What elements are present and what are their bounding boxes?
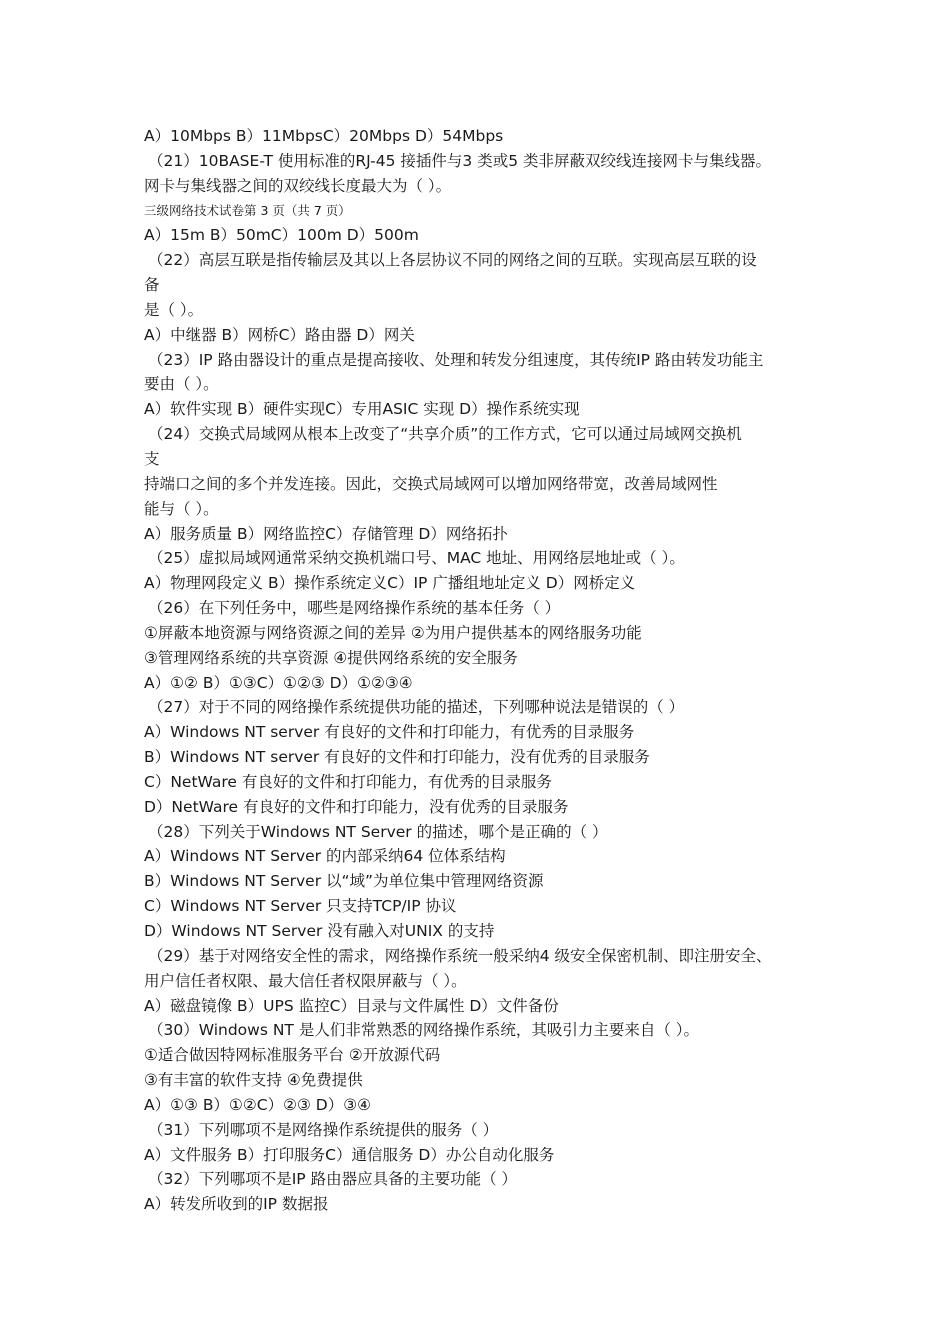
question-line: （25）虚拟局域网通常采纳交换机端口号、MAC 地址、用网络层地址或（ ）。 bbox=[148, 549, 685, 568]
text-line: 备 bbox=[144, 276, 160, 295]
text-line: A）10Mbps B）11MbpsC）20Mbps D）54Mbps bbox=[144, 127, 504, 145]
text-line: A）①② B）①③C）①②③ D）①②③④ bbox=[144, 673, 413, 692]
text-line: C）NetWare 有良好的文件和打印能力，有优秀的目录服务 bbox=[144, 772, 552, 791]
text-line: A）Windows NT server 有良好的文件和打印能力，有优秀的目录服务 bbox=[144, 723, 635, 742]
text-line: ③管理网络系统的共享资源 ④提供网络系统的安全服务 bbox=[144, 648, 518, 667]
text-line: D）Windows NT Server 没有融入对UNIX 的支持 bbox=[144, 922, 495, 940]
text-line: ③有丰富的软件支持 ④免费提供 bbox=[144, 1071, 363, 1090]
text-line: A）文件服务 B）打印服务C）通信服务 D）办公自动化服务 bbox=[144, 1145, 555, 1164]
text-line: C）Windows NT Server 只支持TCP/IP 协议 bbox=[144, 897, 457, 916]
text-line: A）磁盘镜像 B）UPS 监控C）目录与文件属性 D）文件备份 bbox=[144, 996, 559, 1015]
question-line: （22）高层互联是指传输层及其以上各层协议不同的网络之间的互联。实现高层互联的设 bbox=[148, 251, 757, 270]
text-line: 持端口之间的多个并发连接。因此，交换式局域网可以增加网络带宽，改善局域网性 bbox=[144, 474, 718, 493]
text-line: A）中继器 B）网桥C）路由器 D）网关 bbox=[144, 325, 415, 344]
text-line: A）转发所收到的IP 数据报 bbox=[144, 1195, 329, 1214]
text-line: ①适合做因特网标准服务平台 ②开放源代码 bbox=[144, 1046, 441, 1065]
question-line: （26）在下列任务中，哪些是网络操作系统的基本任务（ ） bbox=[148, 599, 561, 618]
text-line: 用户信任者权限、最大信任者权限屏蔽与（ ）。 bbox=[144, 971, 467, 990]
text-line: 网卡与集线器之间的双绞线长度最大为（ ）。 bbox=[144, 176, 452, 195]
text-line: A）15m B）50mC）100m D）500m bbox=[144, 226, 419, 245]
question-line: （29）基于对网络安全性的需求，网络操作系统一般采纳4 级安全保密机制、即注册安全、 bbox=[148, 946, 772, 965]
question-line: （28）下列关于Windows NT Server 的描述，哪个是正确的（ ） bbox=[148, 822, 608, 841]
document-page bbox=[144, 124, 824, 1217]
text-line: 能与（ ）。 bbox=[144, 499, 219, 518]
text-line: A）服务质量 B）网络监控C）存储管理 D）网络拓扑 bbox=[144, 524, 508, 543]
text-line: 支 bbox=[144, 449, 160, 468]
text-line: B）Windows NT server 有良好的文件和打印能力，没有优秀的目录服务 bbox=[144, 748, 650, 767]
page-footer-text: 三级网络技术试卷第 3 页（共 7 页） bbox=[144, 202, 351, 218]
question-line: （23）IP 路由器设计的重点是提高接收、处理和转发分组速度，其传统IP 路由转发功能主 bbox=[148, 350, 764, 369]
text-line: D）NetWare 有良好的文件和打印能力，没有优秀的目录服务 bbox=[144, 797, 569, 816]
text-line: A）软件实现 B）硬件实现C）专用ASIC 实现 D）操作系统实现 bbox=[144, 400, 580, 419]
question-line: （24）交换式局域网从根本上改变了“共享介质”的工作方式，它可以通过局域网交换机 bbox=[148, 425, 742, 444]
question-line: （27）对于不同的网络操作系统提供功能的描述，下列哪种说法是错误的（ ） bbox=[148, 698, 685, 717]
text-line: 要由（ ）。 bbox=[144, 375, 219, 394]
question-line: （31）下列哪项不是网络操作系统提供的服务（ ） bbox=[148, 1120, 499, 1139]
text-line: A）①③ B）①②C）②③ D）③④ bbox=[144, 1095, 372, 1114]
text-line: A）物理网段定义 B）操作系统定义C）IP 广播组地址定义 D）网桥定义 bbox=[144, 574, 636, 593]
question-line: （32）下列哪项不是IP 路由器应具备的主要功能（ ） bbox=[148, 1170, 517, 1189]
text-line: B）Windows NT Server 以“域”为单位集中管理网络资源 bbox=[144, 872, 544, 891]
text-line: 是（ ）。 bbox=[144, 300, 204, 319]
text-line: ①屏蔽本地资源与网络资源之间的差异 ②为用户提供基本的网络服务功能 bbox=[144, 623, 642, 642]
question-line: （30）Windows NT 是人们非常熟悉的网络操作系统，其吸引力主要来自（ ）。 bbox=[148, 1021, 700, 1040]
text-line: A）Windows NT Server 的内部采纳64 位体系结构 bbox=[144, 847, 506, 866]
question-line: （21）10BASE-T 使用标准的RJ-45 接插件与3 类或5 类非屏蔽双绞线连接网卡与集线器。 bbox=[148, 151, 771, 170]
